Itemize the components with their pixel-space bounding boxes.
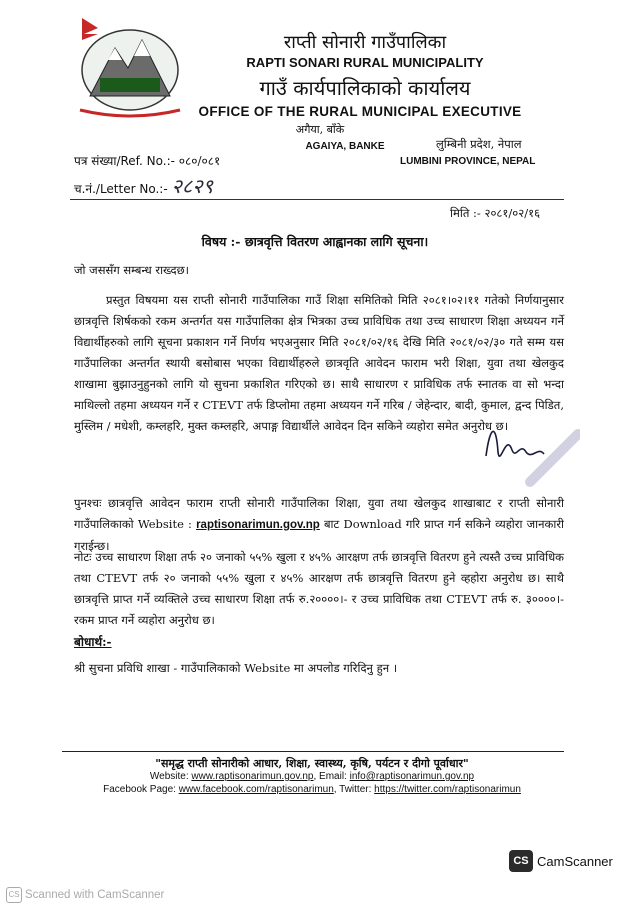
place-nepali: अगैया, बाँके bbox=[295, 123, 345, 136]
letter-label: च.नं./Letter No.:- bbox=[74, 182, 168, 196]
footer-divider bbox=[62, 751, 564, 752]
website-link[interactable]: raptisonarimun.gov.np bbox=[196, 519, 320, 531]
camscanner-badge-text: CamScanner bbox=[537, 853, 613, 869]
footer-motto: "समृद्ध राप्ती सोनारीको आधार, शिक्षा, स्वास्थ्य, कृषि, पर्यटन र दीगो पूर्वाधार" bbox=[155, 757, 469, 770]
camscanner-badge bbox=[509, 850, 613, 872]
body-paragraph-main: प्रस्तुत विषयमा यस राप्ती सोनारी गाउँपालिका गाउँ शिक्षा समितिको मिति २०८१।०२।११ गतेको निर्णयानुसार छात्रवृत्ति शिर्षकको रकम अन्तर्गत यस गाउँपालिका क्षेत्र भित्रका उच्च प्राविधिक तथा उच्च साधारण शिक्षा अध्ययन गर्ने विद्यार्थीहरुको लागि सूचना प्रकाशन गर्ने निर्णय भएअनुसार मिति २०८१/०२/१६ देखि मिति २०८१/०२/३० गते सम्म यस गाउँपालिका अन्तर्गत स्थायी बसोबास भएका विद्यार्थीहरुले छात्रवृति आवेदन फाराम भरी शिक्षा, युवा तथा खेलकुद शाखामा बुझाउनुहुनको लागि यो सुचना प्रकाशित गरिएको छ। साथै साधारण र प्राविधिक तर्फ स्नातक वा सो भन्दा माथिल्लो तहमा अध्ययन गर्ने र CTEVT तर्फ डिप्लोमा तहमा अध्ययन गर्ने गरिब / जेहेन्दार, बादी, कुमाल, द्वन्द पिडित, मुस्लिम / मधेशी, कम्लहरि, मुक्त कम्लहरि, अपाङ्ग विद्यार्थीले आवेदन दिन सकिने व्यहोरा समेत अनुरोध छ। bbox=[74, 293, 564, 433]
letter-number bbox=[74, 172, 213, 199]
province-english: LUMBINI PROVINCE, NEPAL bbox=[400, 156, 536, 167]
postscript-text-start: पुनश्चः छात्रवृत्ति आवेदन फाराम राप्ती सोनारी गाउँपालिका शिक्षा, युवा तथा खेलकुद शाखाबाट र राप्ती सोनारी गाउँपालिकाको Website : bbox=[74, 496, 564, 531]
footer-contact-line bbox=[0, 771, 624, 782]
footer-social-line bbox=[0, 784, 624, 795]
ref-label: पत्र संख्या/Ref. No.:- bbox=[74, 154, 175, 168]
email-label: , Email: bbox=[313, 771, 350, 782]
bodhartha-line: श्री सुचना प्रविधि शाखा - गाउँपालिकाको Website मा अपलोड गरिदिनु हुन । bbox=[74, 661, 398, 675]
website-label: Website: bbox=[149, 771, 192, 782]
footer-twitter-link[interactable]: https://twitter.com/raptisonarimun bbox=[374, 784, 521, 795]
place-english: AGAIYA, BANKE bbox=[305, 141, 385, 152]
nepal-emblem bbox=[70, 18, 190, 118]
footer-website-link[interactable]: www.raptisonarimun.gov.np bbox=[191, 771, 314, 782]
office-name-nepali: गाउँ कार्यपालिकाको कार्यालय bbox=[259, 76, 471, 100]
bodhartha-label: बोधार्थ:- bbox=[74, 635, 112, 649]
header-divider bbox=[70, 199, 564, 200]
municipality-name-nepali: राप्ती सोनारी गाउँपालिका bbox=[283, 32, 447, 53]
body-paragraph-note: नोटः उच्च साधारण शिक्षा तर्फ २० जनाको ५५% खुला र ४५% आरक्षण तर्फ छात्रवृत्ति वितरण हुने त्यस्तै उच्च प्राविधिक तथा CTEVT तर्फ २० जनाको ५५% खुला र ४५% आरक्षण तर्फ छात्रवृत्ति वितरण हुने व्हहोरा अनुरोध छ। साथै छात्रवृत्ति प्राप्त गर्ने व्यक्तिले उच्च साधारण शिक्षा तर्फ रु.२००००।- र उच्च प्राविधिक तथा CTEVT तर्फ रु. ३००००।- रकम प्राप्त गर्ने व्यहोरा अनुरोध छ। bbox=[74, 550, 564, 627]
camscanner-logo-icon: CS bbox=[509, 850, 533, 872]
signature-and-stamp bbox=[480, 412, 580, 492]
salutation: जो जससँग सम्बन्ध राख्दछ। bbox=[74, 263, 190, 277]
footer-email-link[interactable]: info@raptisonarimun.gov.np bbox=[349, 771, 475, 782]
camscanner-footer bbox=[6, 887, 164, 903]
province-nepali: लुम्बिनी प्रदेश, नेपाल bbox=[436, 137, 522, 151]
ref-value: ०८०/०८१ bbox=[178, 154, 221, 168]
letter-value-handwritten: २८२९ bbox=[171, 174, 214, 198]
date: मिति :- २०८१/०२/१६ bbox=[450, 206, 541, 220]
facebook-label: Facebook Page: bbox=[103, 784, 179, 795]
postscript-text-end: बाट Download गरि प्राप्त गर्न सकिने व्यहोरा जानकारी गराईन्छ। bbox=[74, 517, 565, 553]
footer-facebook-link[interactable]: www.facebook.com/raptisonarimun bbox=[178, 784, 334, 795]
camscanner-footer-text: Scanned with CamScanner bbox=[25, 889, 165, 901]
municipality-name-english: RAPTI SONARI RURAL MUNICIPALITY bbox=[246, 55, 484, 70]
twitter-label: , Twitter: bbox=[333, 784, 375, 795]
subject-line: विषय :- छात्रवृत्ति वितरण आह्वानका लागि सूचना। bbox=[201, 234, 429, 249]
ref-number bbox=[74, 152, 220, 169]
office-name-english: OFFICE OF THE RURAL MUNICIPAL EXECUTIVE bbox=[198, 104, 522, 119]
camscanner-footer-icon: CS bbox=[6, 887, 22, 903]
